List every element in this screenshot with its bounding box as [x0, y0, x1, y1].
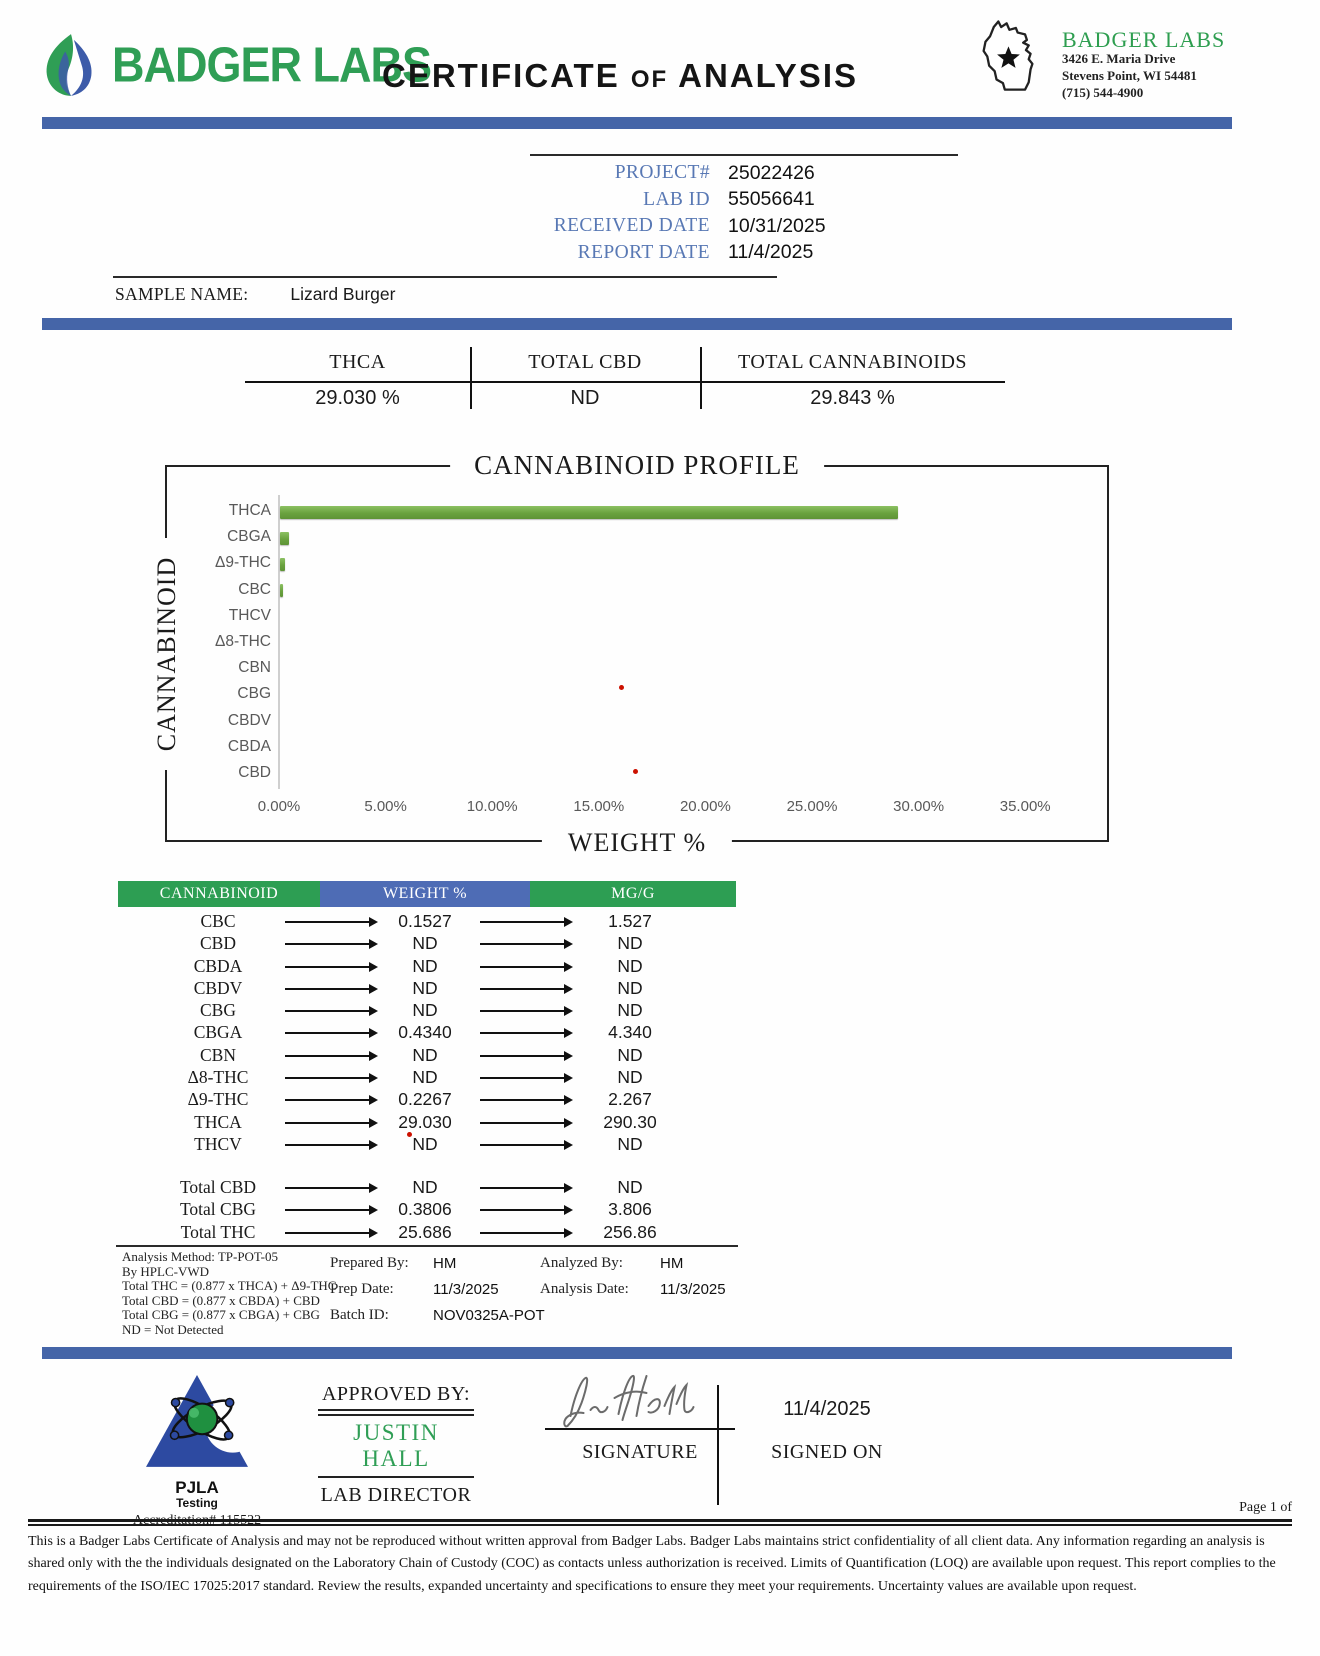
- method-note-line: Total CBD = (0.877 x CBDA) + CBD: [122, 1292, 320, 1308]
- summary-header-rule: [245, 381, 1005, 383]
- analyzed-by-value: HM: [660, 1254, 684, 1272]
- meta-top-rule: [530, 154, 958, 156]
- lab-name: BADGER LABS: [1062, 27, 1226, 52]
- chart-category-label: CBDV: [227, 711, 271, 729]
- table-row: [118, 1134, 736, 1156]
- prep-date-label: Prep Date:: [330, 1280, 394, 1297]
- divider-bar: [42, 318, 1232, 330]
- analyte-name: Δ8-THC: [187, 1067, 249, 1088]
- disclaimer-text: This is a Badger Labs Certificate of Analysis and may not be reproduced without written approval from Badger Labs. Badger Labs maintains strict confidentiality of all client data. Any information regarding an analysis is shared only with the the individuals designated on the Laboratory Chain of Custody (COC) as contacts unless authorization is received. Limits of Quantification (LOQ) are available upon request. This report complies to the requirements of the ISO/IEC 17025:2017 standard. Review the results, expanded uncertainty and specifications to ensure they meet your requirements. Uncertainty values are available upon request.: [28, 1534, 1276, 1594]
- summary-label-total-cannabinoids: TOTAL CANNABINOIDS: [737, 351, 968, 373]
- title-word: CERTIFICATE: [382, 57, 620, 94]
- table-header-cannabinoid: CANNABINOID: [118, 881, 320, 907]
- badger-leaf-icon: [42, 32, 100, 98]
- summary-value-total-cannabinoids: 29.843 %: [810, 387, 895, 409]
- analyte-name: CBG: [200, 1000, 236, 1021]
- analyte-name: THCA: [194, 1111, 242, 1132]
- lab-address-block: [968, 16, 1225, 108]
- analyte-name: CBDV: [193, 977, 243, 998]
- analyte-name: CBDA: [193, 955, 243, 976]
- chart-category-label: THCV: [228, 606, 271, 624]
- arrow-icon: [480, 1187, 565, 1189]
- weight-value: ND: [412, 1000, 438, 1021]
- weight-value: 0.2267: [398, 1089, 452, 1110]
- meta-fields: [368, 160, 826, 266]
- analyte-name: Total THC: [180, 1221, 256, 1242]
- arrow-icon: [480, 1077, 565, 1079]
- chart-category-label: CBN: [238, 659, 271, 677]
- analyte-name: CBD: [200, 933, 236, 954]
- mgg-value: 4.340: [608, 1022, 652, 1043]
- table-row: [118, 1022, 736, 1044]
- meta-label: PROJECT#: [614, 162, 710, 184]
- chart-category-label: CBGA: [227, 528, 271, 546]
- arrow-icon: [480, 1099, 565, 1101]
- pjla-name: PJLA: [175, 1478, 219, 1497]
- sample-name-label: SAMPLE NAME:: [115, 284, 249, 304]
- table-row: [118, 1000, 736, 1022]
- approved-by-block: [318, 1383, 474, 1507]
- sample-name-row: [115, 284, 395, 305]
- arrow-icon: [480, 1144, 565, 1146]
- table-row: [118, 1222, 736, 1244]
- chart-category-label: Δ8-THC: [215, 633, 271, 650]
- meta-value: 10/31/2025: [728, 214, 826, 237]
- title-word: ANALYSIS: [678, 57, 858, 94]
- x-tick-label: 10.00%: [466, 798, 518, 815]
- meta-value: 11/4/2025: [728, 241, 814, 264]
- analyte-name: CBN: [200, 1044, 236, 1065]
- meta-label: RECEIVED DATE: [553, 215, 710, 237]
- table-row: [118, 1112, 736, 1134]
- weight-value: ND: [412, 1067, 438, 1088]
- table-row: [118, 1089, 736, 1111]
- method-note-line: Total THC = (0.877 x THCA) + Δ9-THC: [122, 1278, 337, 1293]
- batch-id-value: NOV0325A-POT: [433, 1306, 545, 1324]
- chart-category-label: THCA: [228, 502, 271, 519]
- footer-rule: [28, 1524, 1292, 1526]
- mgg-value: 2.267: [608, 1089, 652, 1110]
- table-row: [118, 1177, 736, 1199]
- chart-category-label: Δ9-THC: [215, 554, 271, 572]
- table-rows: [118, 911, 736, 1156]
- page-number: Page 1 of: [1239, 1500, 1292, 1515]
- mgg-value: ND: [617, 933, 643, 954]
- x-tick-label: 35.00%: [999, 798, 1051, 815]
- approver-title: LAB DIRECTOR: [320, 1484, 472, 1506]
- prep-date-row: [330, 1276, 545, 1302]
- arrow-icon: [480, 1209, 565, 1211]
- mgg-value: 1.527: [608, 911, 652, 931]
- arrow-icon: [480, 988, 565, 990]
- arrow-icon: [285, 1077, 370, 1079]
- arrow-icon: [480, 1010, 565, 1012]
- meta-label: REPORT DATE: [577, 241, 710, 263]
- signed-on-date: 11/4/2025: [783, 1398, 871, 1420]
- analyte-name: Total CBD: [179, 1177, 257, 1197]
- chart-x-axis-label: WEIGHT %: [542, 828, 732, 858]
- weight-value: 29.030: [398, 1111, 452, 1132]
- arrow-icon: [285, 1055, 370, 1057]
- table-row: [118, 1067, 736, 1089]
- chart-y-axis-label: CANNABINOID: [152, 538, 182, 770]
- single-rule: [318, 1476, 474, 1478]
- table-row: [118, 978, 736, 1000]
- pjla-testing: Testing: [176, 1496, 218, 1510]
- prepared-by-value: HM: [433, 1254, 457, 1272]
- mgg-value: 290.30: [603, 1111, 657, 1132]
- title-word-of: OF: [630, 66, 669, 93]
- weight-value: ND: [412, 1044, 438, 1065]
- table-header: [118, 881, 736, 907]
- meta-row: [368, 213, 826, 240]
- chart-title: CANNABINOID PROFILE: [450, 450, 824, 481]
- signature-rule: [545, 1428, 735, 1430]
- method-note-line: Analysis Method: TP-POT-05: [122, 1249, 279, 1264]
- chart-bar: [280, 506, 898, 519]
- chart-category-label: CBDA: [227, 737, 271, 755]
- mgg-value: ND: [617, 1000, 643, 1021]
- summary-label-total-cbd: TOTAL CBD: [528, 351, 642, 373]
- lab-address-line2: Stevens Point, WI 54481: [1062, 67, 1197, 83]
- chart-category-label: CBC: [238, 580, 271, 598]
- arrow-icon: [285, 1122, 370, 1124]
- table-bottom-rule: [116, 1245, 738, 1247]
- table-row: [118, 1199, 736, 1221]
- document-title: [330, 57, 910, 95]
- analyzed-by-row: [540, 1250, 726, 1276]
- summary-results: [245, 345, 1005, 411]
- weight-value: ND: [412, 933, 438, 954]
- x-tick-label: 5.00%: [364, 798, 407, 815]
- batch-id-row: [330, 1302, 545, 1328]
- arrow-icon: [480, 966, 565, 968]
- approved-by-label: APPROVED BY:: [321, 1383, 471, 1405]
- analyte-name: CBGA: [193, 1022, 243, 1043]
- arrow-icon: [285, 943, 370, 945]
- sample-name-value: Lizard Burger: [290, 284, 396, 304]
- table-header-weight: WEIGHT %: [320, 881, 530, 907]
- lab-contact-text: [1062, 28, 1225, 102]
- method-note-line: By HPLC-VWD: [122, 1263, 210, 1279]
- mgg-value: ND: [617, 1044, 643, 1065]
- arrow-icon: [480, 921, 565, 923]
- meta-bottom-rule: [113, 276, 777, 278]
- chart-category-label: CBD: [238, 764, 271, 781]
- lab-address-line1: 3426 E. Maria Drive: [1062, 51, 1176, 67]
- table-header-mgg: MG/G: [530, 881, 736, 907]
- method-note-line: Total CBG = (0.877 x CBGA) + CBG: [122, 1307, 320, 1322]
- analysis-date-value: 11/3/2025: [660, 1280, 726, 1298]
- meta-row: [368, 240, 826, 267]
- table-totals: [118, 1177, 736, 1244]
- meta-row: [368, 187, 826, 214]
- batch-id-label: Batch ID:: [330, 1306, 389, 1323]
- arrow-icon: [285, 1187, 370, 1189]
- method-notes: [122, 1250, 336, 1337]
- chart-category-label: CBG: [237, 685, 271, 703]
- mgg-value: ND: [617, 977, 643, 998]
- x-tick-label: 15.00%: [573, 798, 625, 815]
- signature-divider: [717, 1385, 719, 1505]
- x-tick-label: 25.00%: [786, 798, 838, 815]
- double-rule: [318, 1409, 474, 1416]
- arrow-icon: [285, 966, 370, 968]
- logo-text: BADGER LABS: [112, 36, 432, 93]
- arrow-icon: [285, 988, 370, 990]
- mgg-value: ND: [617, 1067, 643, 1088]
- meta-value: 25022426: [728, 161, 815, 184]
- signature-label: SIGNATURE: [582, 1441, 698, 1463]
- analysis-info: [540, 1250, 726, 1302]
- signed-on-label: SIGNED ON: [771, 1441, 883, 1463]
- pjla-logo-icon: [138, 1372, 256, 1474]
- arrow-icon: [285, 1032, 370, 1034]
- mgg-value: 256.86: [603, 1221, 657, 1242]
- arrow-icon: [285, 1010, 370, 1012]
- weight-value: ND: [412, 1177, 438, 1197]
- red-dot-artifact: [619, 685, 624, 690]
- table-row: [118, 933, 736, 955]
- divider-bar: [42, 117, 1232, 129]
- x-tick-label: 0.00%: [257, 798, 301, 815]
- chart-bar: [280, 584, 283, 597]
- weight-value: 0.4340: [398, 1022, 452, 1043]
- arrow-icon: [480, 943, 565, 945]
- pjla-accreditation-block: [112, 1372, 282, 1529]
- arrow-icon: [285, 1232, 370, 1234]
- x-tick-label: 20.00%: [679, 798, 731, 815]
- weight-value: ND: [412, 977, 438, 998]
- arrow-icon: [480, 1232, 565, 1234]
- meta-label: LAB ID: [643, 188, 710, 210]
- chart-plot-area: [167, 467, 1107, 840]
- meta-row: [368, 160, 826, 187]
- meta-value: 55056641: [728, 188, 815, 211]
- prepared-by-row: [330, 1250, 545, 1276]
- weight-value: ND: [412, 955, 438, 976]
- analyte-name: CBC: [200, 911, 236, 931]
- analysis-date-label: Analysis Date:: [540, 1280, 629, 1297]
- table-row: [118, 956, 736, 978]
- table-row: [118, 911, 736, 933]
- cannabinoid-profile-chart: [152, 450, 1109, 857]
- mgg-value: ND: [617, 955, 643, 976]
- arrow-icon: [480, 1122, 565, 1124]
- prep-info: [330, 1250, 545, 1328]
- mgg-value: ND: [617, 1133, 643, 1154]
- arrow-icon: [285, 921, 370, 923]
- method-note-line: ND = Not Detected: [122, 1321, 224, 1337]
- summary-value-total-cbd: ND: [570, 387, 600, 409]
- chart-bar: [280, 532, 289, 545]
- mgg-value: 3.806: [608, 1199, 652, 1220]
- x-tick-label: 30.00%: [893, 798, 945, 815]
- red-dot-artifact: [407, 1132, 412, 1137]
- arrow-icon: [285, 1099, 370, 1101]
- analyte-name: THCV: [194, 1133, 242, 1154]
- weight-value: ND: [412, 1133, 438, 1154]
- mgg-value: ND: [617, 1177, 643, 1197]
- weight-value: 0.1527: [398, 911, 452, 931]
- analyte-name: Δ9-THC: [187, 1089, 249, 1110]
- weight-value: 25.686: [398, 1221, 452, 1242]
- red-dot-artifact: [633, 769, 638, 774]
- footer-rule: [28, 1519, 1292, 1522]
- signature-image: [552, 1368, 717, 1433]
- analyte-name: Total CBG: [179, 1199, 257, 1220]
- lab-phone: (715) 544-4900: [1062, 84, 1144, 100]
- arrow-icon: [285, 1144, 370, 1146]
- arrow-icon: [480, 1032, 565, 1034]
- chart-bar: [280, 558, 285, 571]
- arrow-icon: [480, 1055, 565, 1057]
- summary-value-thca: 29.030 %: [315, 387, 400, 409]
- wisconsin-map-icon: [968, 16, 1060, 108]
- table-row: [118, 1045, 736, 1067]
- analysis-date-row: [540, 1276, 726, 1302]
- prepared-by-label: Prepared By:: [330, 1254, 409, 1271]
- approver-name: JUSTIN HALL: [353, 1420, 439, 1471]
- analyzed-by-label: Analyzed By:: [540, 1254, 623, 1271]
- divider-bar: [42, 1347, 1232, 1359]
- arrow-icon: [285, 1209, 370, 1211]
- weight-value: 0.3806: [398, 1199, 452, 1220]
- summary-label-thca: THCA: [329, 351, 386, 373]
- prep-date-value: 11/3/2025: [433, 1280, 499, 1298]
